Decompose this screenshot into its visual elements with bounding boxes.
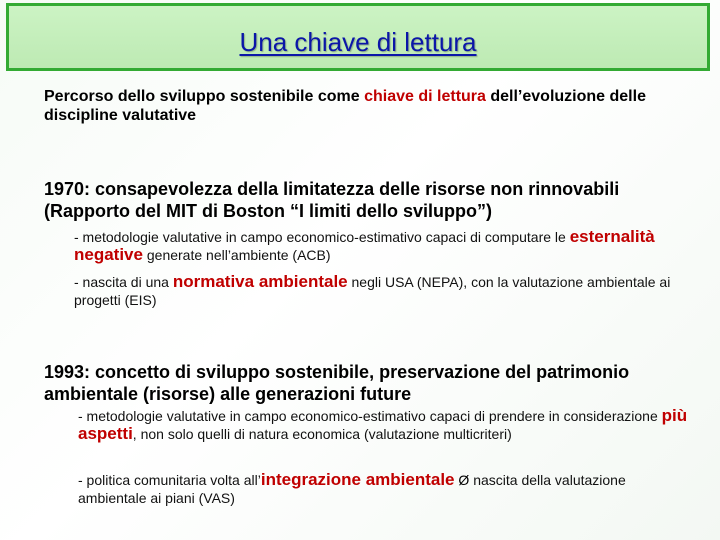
item-1970-1: [74, 228, 674, 264]
item-1993-1-before: - metodologie valutative in campo economico-estimativo capaci di prendere in considerazione: [78, 408, 662, 424]
item-1993-2-highlight: integrazione ambientale: [260, 470, 455, 489]
item-1970-1-highlight: esternalità negative: [74, 227, 655, 264]
item-1993-2-after: nascita della valutazione ambientale ai piani (VAS): [78, 472, 626, 506]
item-1993-2-before: - politica comunitaria volta all’: [78, 472, 261, 488]
heading-1970: 1970: consapevolezza della limitatezza delle risorse non rinnovabili (Rapporto del MIT di Boston “I limiti dello sviluppo”): [44, 179, 620, 221]
title-banner: [6, 3, 710, 71]
intro-part2: dell’evoluzione delle discipline valutative: [44, 88, 646, 124]
intro-highlight: chiave di lettura: [364, 88, 486, 105]
item-1993-1-highlight: più aspetti: [78, 406, 688, 443]
item-1970-2: [74, 273, 704, 309]
item-1970-2-before: - nascita di una: [74, 274, 173, 290]
item-1970-1-before: - metodologie valutative in campo economico-estimativo capaci di computare le: [74, 229, 570, 245]
item-1993-1: [78, 407, 698, 443]
item-1970-2-after: negli USA (NEPA), con la valutazione ambientale ai progetti (EIS): [74, 274, 671, 308]
arrow-right-icon: Ø: [454, 472, 474, 488]
intro-text: [44, 87, 694, 125]
item-1970-2-highlight: normativa ambientale: [172, 272, 348, 291]
intro-part1: Percorso dello sviluppo sostenibile come: [44, 88, 365, 105]
heading-1993: 1993: concetto di sviluppo sostenibile, preservazione del patrimonio ambientale (risorse) alle generazioni future: [44, 362, 630, 404]
item-1993-2: [78, 471, 698, 507]
item-1970-1-after: generate nell’ambiente (ACB): [142, 247, 331, 263]
slide-title: Una chiave di lettura: [239, 27, 477, 57]
item-1993-1-after: , non solo quelli di natura economica (valutazione multicriteri): [132, 426, 512, 442]
